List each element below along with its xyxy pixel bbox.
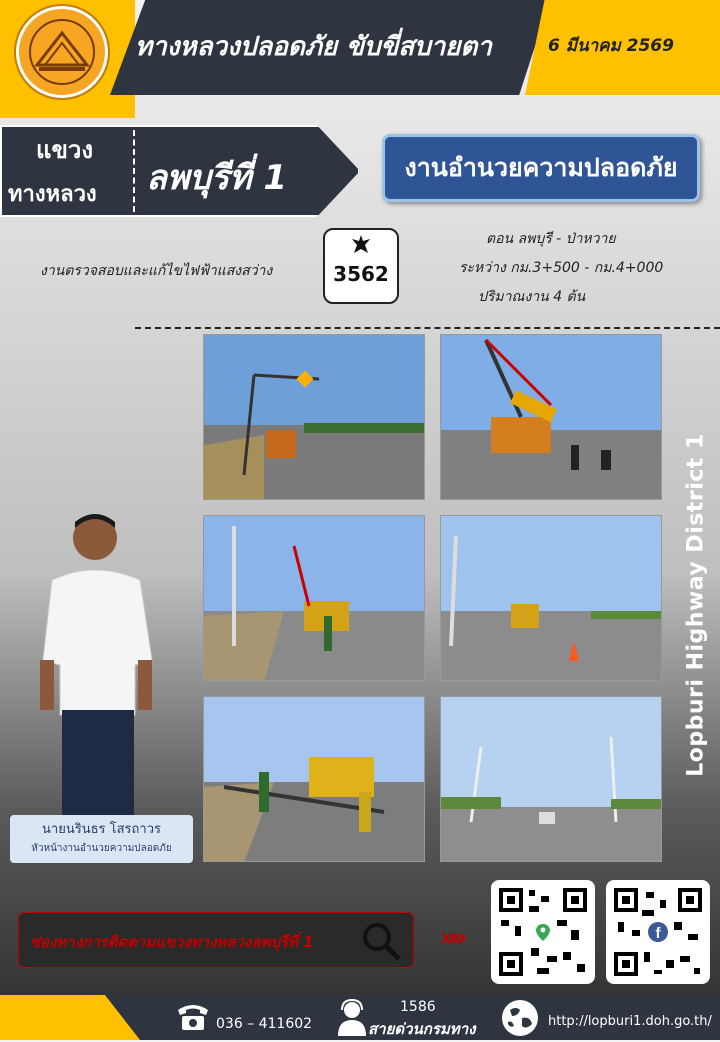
call-center-icon bbox=[336, 998, 368, 1040]
work-photo bbox=[440, 515, 662, 681]
person-position: หัวหน้างานอำนวยความปลอดภัย bbox=[31, 843, 172, 854]
work-photo bbox=[203, 696, 425, 862]
phone-icon bbox=[176, 1002, 210, 1036]
hotline-number[interactable]: 1586 bbox=[400, 999, 436, 1015]
arrows-icon: »» bbox=[440, 923, 462, 953]
phone-number[interactable]: 036 – 411602 bbox=[216, 1016, 313, 1032]
header-date: 6 มีนาคม 2569 bbox=[548, 36, 674, 56]
district-name: ลพบุรีที่ 1 bbox=[146, 158, 287, 198]
person-name: นายนรินธร โสรถาวร bbox=[42, 822, 161, 837]
website-link[interactable]: http://lopburi1.doh.go.th/ bbox=[548, 1014, 712, 1029]
unit-label-badge: งานอำนวยความปลอดภัย bbox=[382, 134, 700, 202]
district-label-line1: แขวง bbox=[36, 136, 94, 164]
km-range: ระหว่าง กม.3+500 - กม.4+000 bbox=[459, 260, 664, 276]
svg-text:f: f bbox=[655, 925, 661, 942]
search-icon bbox=[360, 920, 402, 966]
vertical-district-label bbox=[676, 400, 716, 810]
department-logo-icon bbox=[16, 6, 108, 98]
work-quantity: ปริมาณงาน 4 ต้น bbox=[478, 289, 586, 305]
header-title: ทางหลวงปลอดภัย ขับขี่สบายตา bbox=[135, 32, 492, 62]
district-label-line2: ทางหลวง bbox=[8, 182, 97, 207]
vertical-district-text: Lopburi Highway District 1 bbox=[683, 433, 709, 777]
section-divider bbox=[135, 327, 720, 329]
work-photo bbox=[440, 334, 662, 500]
garuda-icon bbox=[350, 233, 372, 263]
qr-code-icon bbox=[497, 886, 589, 978]
globe-icon bbox=[500, 998, 540, 1042]
route-number: 3562 bbox=[333, 262, 389, 286]
work-description: งานตรวจสอบและแก้ไขไฟฟ้าแสงสว่าง bbox=[40, 263, 273, 279]
qr-facebook-link[interactable] bbox=[606, 880, 710, 984]
section-name: ตอน ลพบุรี - ป่าหวาย bbox=[486, 231, 616, 247]
work-photo bbox=[203, 334, 425, 500]
hotline-label: สายด่วนกรมทาง bbox=[368, 1020, 476, 1038]
district-divider bbox=[133, 130, 135, 212]
qr-code-icon bbox=[612, 886, 704, 978]
work-photo bbox=[440, 696, 662, 862]
follow-channels-text: ช่องทางการติดตามแขวงทางหลวงลพบุรีที่ 1 bbox=[30, 933, 314, 951]
work-photo bbox=[203, 515, 425, 681]
person-photo bbox=[40, 510, 160, 815]
qr-map-link[interactable] bbox=[491, 880, 595, 984]
